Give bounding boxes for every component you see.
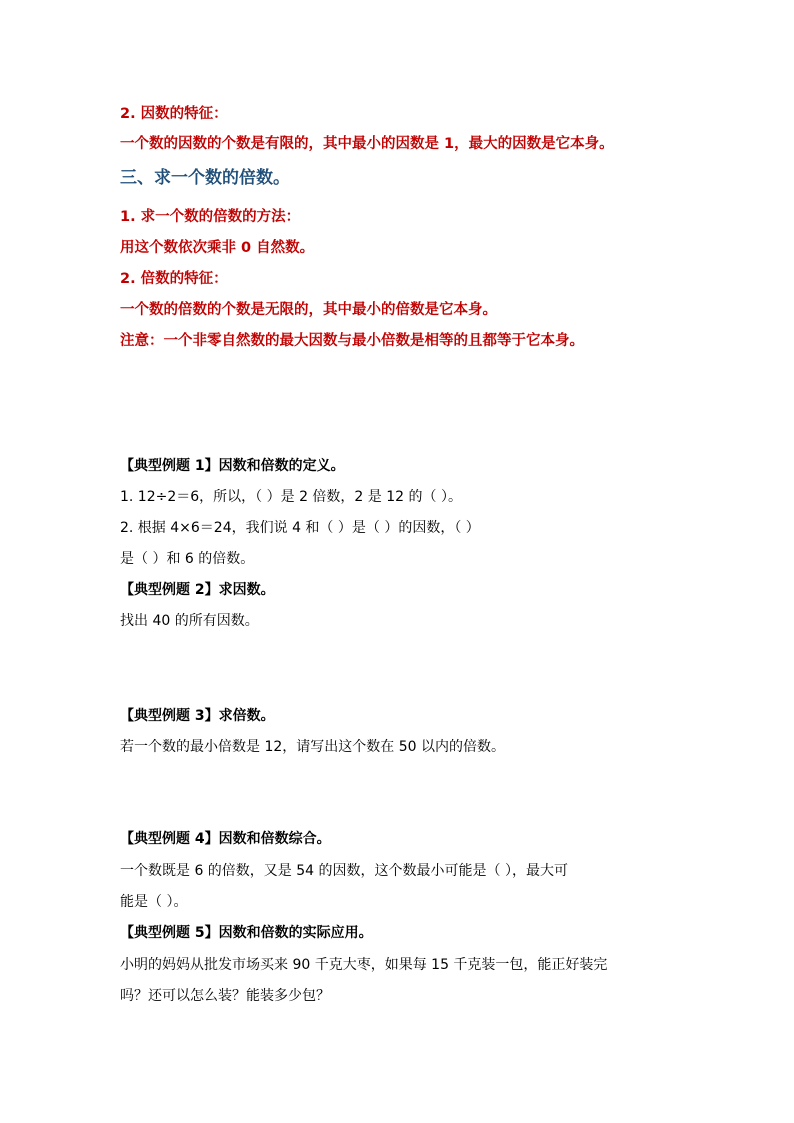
example-5-text-line-1: 小明的妈妈从批发市场买来 90 千克大枣，如果每 15 千克装一包，能正好装完: [120, 957, 608, 973]
note-text: 注意：一个非零自然数的最大因数与最小倍数是相等的且都等于它本身。: [120, 333, 584, 349]
example-3-title: 【典型例题 3】求倍数。: [120, 708, 275, 724]
example-1-title: 【典型例题 1】因数和倍数的定义。: [120, 458, 345, 474]
example-1-question-1: 1. 12÷2＝6，所以，（ ）是 2 倍数，2 是 12 的（ ）。: [120, 489, 462, 505]
example-4-text-line-2: 能是（ ）。: [120, 894, 188, 910]
example-5-title: 【典型例题 5】因数和倍数的实际应用。: [120, 925, 373, 941]
example-1-question-2-line-2: 是（ ）和 6 的倍数。: [120, 551, 255, 567]
example-2-title: 【典型例题 2】求因数。: [120, 582, 275, 598]
example-5-text-line-2: 吗？还可以怎么装？能装多少包？: [120, 988, 330, 1004]
section-heading-multiples: 三、求一个数的倍数。: [120, 168, 290, 188]
example-4-title: 【典型例题 4】因数和倍数综合。: [120, 831, 331, 847]
multiple-feature-text: 一个数的倍数的个数是无限的，其中最小的倍数是它本身。: [120, 302, 497, 318]
example-4-text-line-1: 一个数既是 6 的倍数，又是 54 的因数，这个数最小可能是（ ），最大可: [120, 863, 568, 879]
factor-feature-label: 2. 因数的特征：: [120, 106, 228, 122]
factor-feature-text: 一个数的因数的个数是有限的，其中最小的因数是 1，最大的因数是它本身。: [120, 136, 614, 152]
example-3-text: 若一个数的最小倍数是 12，请写出这个数在 50 以内的倍数。: [120, 739, 505, 755]
multiple-method-text: 用这个数依次乘非 0 自然数。: [120, 240, 315, 256]
example-2-text: 找出 40 的所有因数。: [120, 613, 259, 629]
example-1-question-2-line-1: 2. 根据 4×6＝24，我们说 4 和（ ）是（ ）的因数，（ ）: [120, 520, 480, 536]
multiple-feature-label: 2. 倍数的特征：: [120, 271, 228, 287]
multiple-method-label: 1. 求一个数的倍数的方法：: [120, 209, 301, 225]
